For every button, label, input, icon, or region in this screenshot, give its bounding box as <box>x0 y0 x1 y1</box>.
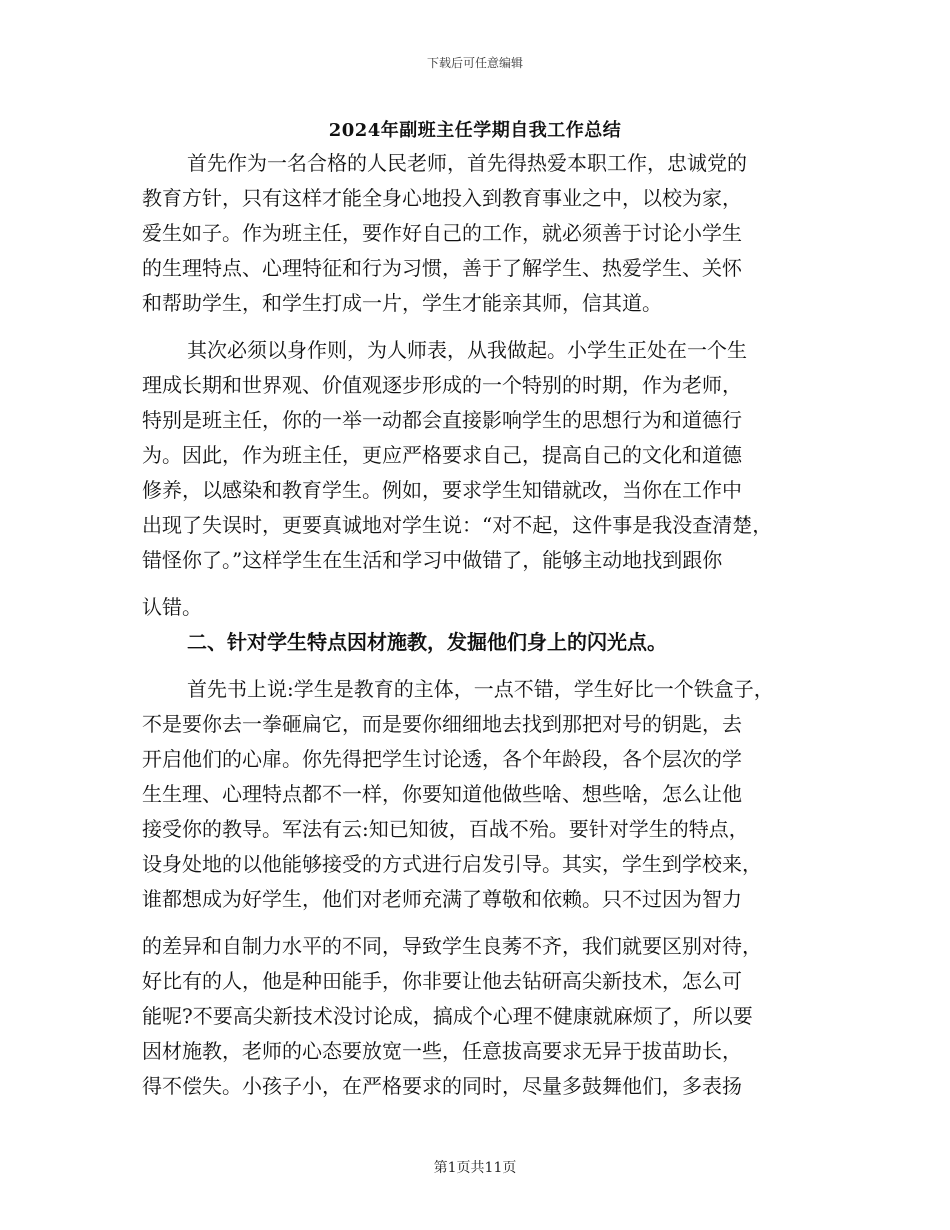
body-line: 能呢?不要高尖新技术没讨论成，搞成个心理不健康就麻烦了，所以要 <box>142 1004 753 1028</box>
body-line: 修养，以感染和教育学生。例如，要求学生知错就改，当你在工作中 <box>142 478 742 502</box>
body-line: 出现了失误时，更要真诚地对学生说：“对不起，这件事是我没查清楚， <box>142 513 773 537</box>
page-footer: 第1页共11页 <box>433 1160 517 1176</box>
page-header-note: 下载后可任意编辑 <box>426 56 523 70</box>
section-heading: 二、针对学生特点因材施教，发掘他们身上的闪光点。 <box>187 630 667 654</box>
body-line: 首先书上说:学生是教育的主体，一点不错，学生好比一个铁盒子， <box>187 677 774 701</box>
body-line: 教育方针，只有这样才能全身心地投入到教育事业之中，以校为家， <box>142 186 742 210</box>
body-line: 的差异和自制力水平的不同，导致学生良莠不齐，我们就要区别对待， <box>142 934 762 958</box>
body-line: 得不偿失。小孩子小，在严格要求的同时，尽量多鼓舞他们，多表扬 <box>142 1074 742 1098</box>
body-line: 的生理特点、心理特征和行为习惯，善于了解学生、热爱学生、关怀 <box>142 256 742 280</box>
body-line: 和帮助学生，和学生打成一片，学生才能亲其师，信其道。 <box>142 291 662 315</box>
document-title: 2024年副班主任学期自我工作总结 <box>328 120 622 141</box>
body-line: 理成长期和世界观、价值观逐步形成的一个特别的时期，作为老师， <box>142 373 742 397</box>
body-line: 为。因此，作为班主任，更应严格要求自己，提高自己的文化和道德 <box>142 443 742 467</box>
body-line: 特别是班主任，你的一举一动都会直接影响学生的思想行为和道德行 <box>142 408 742 432</box>
body-line: 好比有的人，他是种田能手，你非要让他去钻研高尖新技术，怎么可 <box>142 969 742 993</box>
body-line: 接受你的教导。军法有云:知已知彼，百战不殆。要针对学生的特点， <box>142 817 749 841</box>
body-line: 爱生如子。作为班主任，要作好自己的工作，就必须善于讨论小学生 <box>142 221 742 245</box>
body-line: 开启他们的心扉。你先得把学生讨论透，各个年龄段，各个层次的学 <box>142 747 742 771</box>
body-line: 因材施教，老师的心态要放宽一些，任意拔高要求无异于拔苗助长， <box>142 1039 742 1063</box>
body-line: 其次必须以身作则，为人师表，从我做起。小学生正处在一个生 <box>187 338 747 362</box>
body-line: 设身处地的以他能够接受的方式进行启发引导。其实，学生到学校来， <box>142 852 762 876</box>
body-line: 首先作为一名合格的人民老师，首先得热爱本职工作，忠诚党的 <box>187 151 747 175</box>
body-line: 生生理、心理特点都不一样，你要知道他做些啥、想些啥，怎么让他 <box>142 782 742 806</box>
body-line: 错怪你了。”这样学生在生活和学习中做错了，能够主动地找到跟你 <box>142 548 723 572</box>
body-line: 谁都想成为好学生，他们对老师充满了尊敬和依赖。只不过因为智力 <box>142 887 742 911</box>
body-line: 认错。 <box>142 595 202 619</box>
body-line: 不是要你去一拳砸扁它，而是要你细细地去找到那把对号的钥匙，去 <box>142 712 742 736</box>
